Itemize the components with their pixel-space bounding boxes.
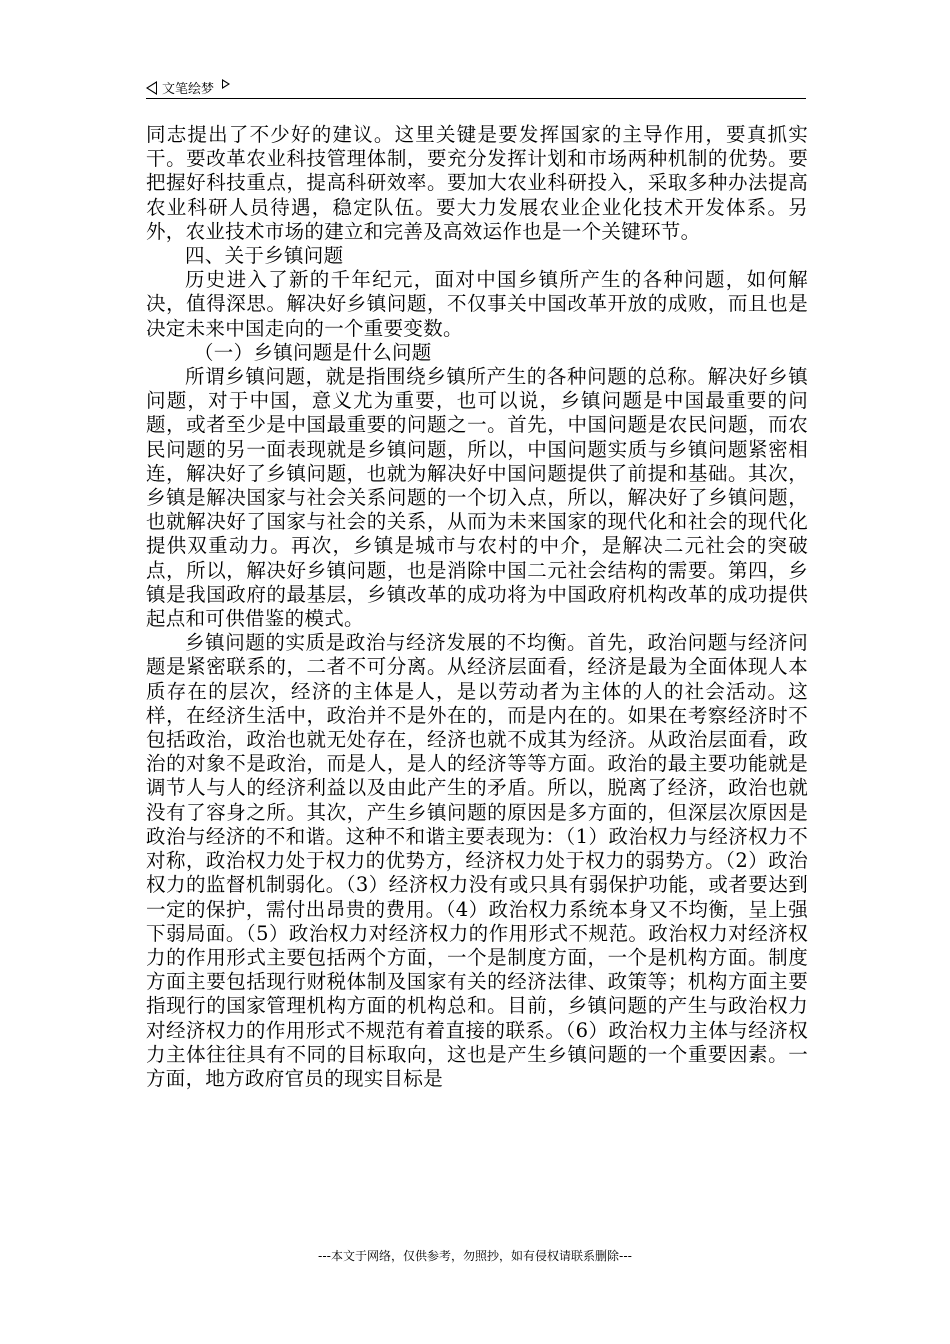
- triangle-right-icon: [222, 79, 230, 89]
- paragraph: 同志提出了不少好的建议。这里关键是要发挥国家的主导作用，要真抓实干。要改革农业科技管理体制，要充分发挥计划和市场两种机制的优势。要把握好科技重点，提高科研效率。要加大农业科研投入，采取多种办法提高农业科研人员待遇，稳定队伍。要大力发展农业企业化技术开发体系。另外，农业技术市场的建立和完善及高效运作也是一个关键环节。: [146, 123, 808, 243]
- paragraph: 历史进入了新的千年纪元，面对中国乡镇所产生的各种问题，如何解决，值得深思。解决好乡镇问题，不仅事关中国改革开放的成败，而且也是决定未来中国走向的一个重要变数。: [146, 268, 808, 340]
- brand-text: 文笔绘梦: [162, 82, 215, 97]
- page-header: [146, 72, 806, 98]
- paragraph: 乡镇问题的实质是政治与经济发展的不均衡。首先，政治问题与经济问题是紧密联系的，二者不可分离。从经济层面看，经济是最为全面体现人本质存在的层次，经济的主体是人，是以劳动者为主体的人的社会活动。这样，在经济生活中，政治并不是外在的，而是内在的。如果在考察经济时不包括政治，政治也就无处存在，经济也就不成其为经济。从政治层面看，政治的对象不是政治，而是人，是人的经济等等方面。政治的最主要功能就是调节人与人的经济利益以及由此产生的矛盾。所以，脱离了经济，政治也就没有了容身之所。其次，产生乡镇问题的原因是多方面的，但深层次原因是政治与经济的不和谐。这种不和谐主要表现为：（1）政治权力与经济权力不对称，政治权力处于权力的优势方，经济权力处于权力的弱势方。（2）政治权力的监督机制弱化。（3）经济权力没有或只具有弱保护功能，或者要达到一定的保护，需付出昂贵的费用。（4）政治权力系统本身又不均衡，呈上强下弱局面。（5）政治权力对经济权力的作用形式不规范。政治权力对经济权力的作用形式主要包括两个方面，一个是制度方面，一个是机构方面。制度方面主要包括现行财税体制及国家有关的经济法律、政策等；机构方面主要指现行的国家管理机构方面的机构总和。目前，乡镇问题的产生与政治权力对经济权力的作用形式不规范有着直接的联系。（6）政治权力主体与经济权力主体往往具有不同的目标取向，这也是产生乡镇问题的一个重要因素。一方面，地方政府官员的现实目标是: [146, 631, 808, 1090]
- page-footer: ---本文于网络，仅供参考，勿照抄，如有侵权请联系删除---: [318, 1249, 632, 1263]
- triangle-left-icon: [146, 81, 157, 95]
- header-divider: [146, 98, 806, 99]
- subsection-heading: （一）乡镇问题是什么问题: [194, 340, 432, 364]
- paragraph: 所谓乡镇问题，就是指围绕乡镇所产生的各种问题的总称。解决好乡镇问题，对于中国，意义尤为重要，也可以说，乡镇问题是中国最重要的问题，或者至少是中国最重要的问题之一。首先，中国问题是农民问题，而农民问题的另一面表现就是乡镇问题，所以，中国问题实质与乡镇问题紧密相连，解决好了乡镇问题，也就为解决好中国问题提供了前提和基础。其次，乡镇是解决国家与社会关系问题的一个切入点，所以，解决好了乡镇问题，也就解决好了国家与社会的关系，从而为未来国家的现代化和社会的现代化提供双重动力。再次，乡镇是城市与农村的中介，是解决二元社会的突破点，所以，解决好乡镇问题，也是消除中国二元社会结构的需要。第四，乡镇是我国政府的最基层，乡镇改革的成功将为中国政府机构改革的成功提供起点和可供借鉴的模式。: [146, 365, 808, 631]
- section-heading: 四、关于乡镇问题: [185, 244, 344, 268]
- header-brand: [146, 78, 230, 97]
- document-body: [146, 123, 808, 1091]
